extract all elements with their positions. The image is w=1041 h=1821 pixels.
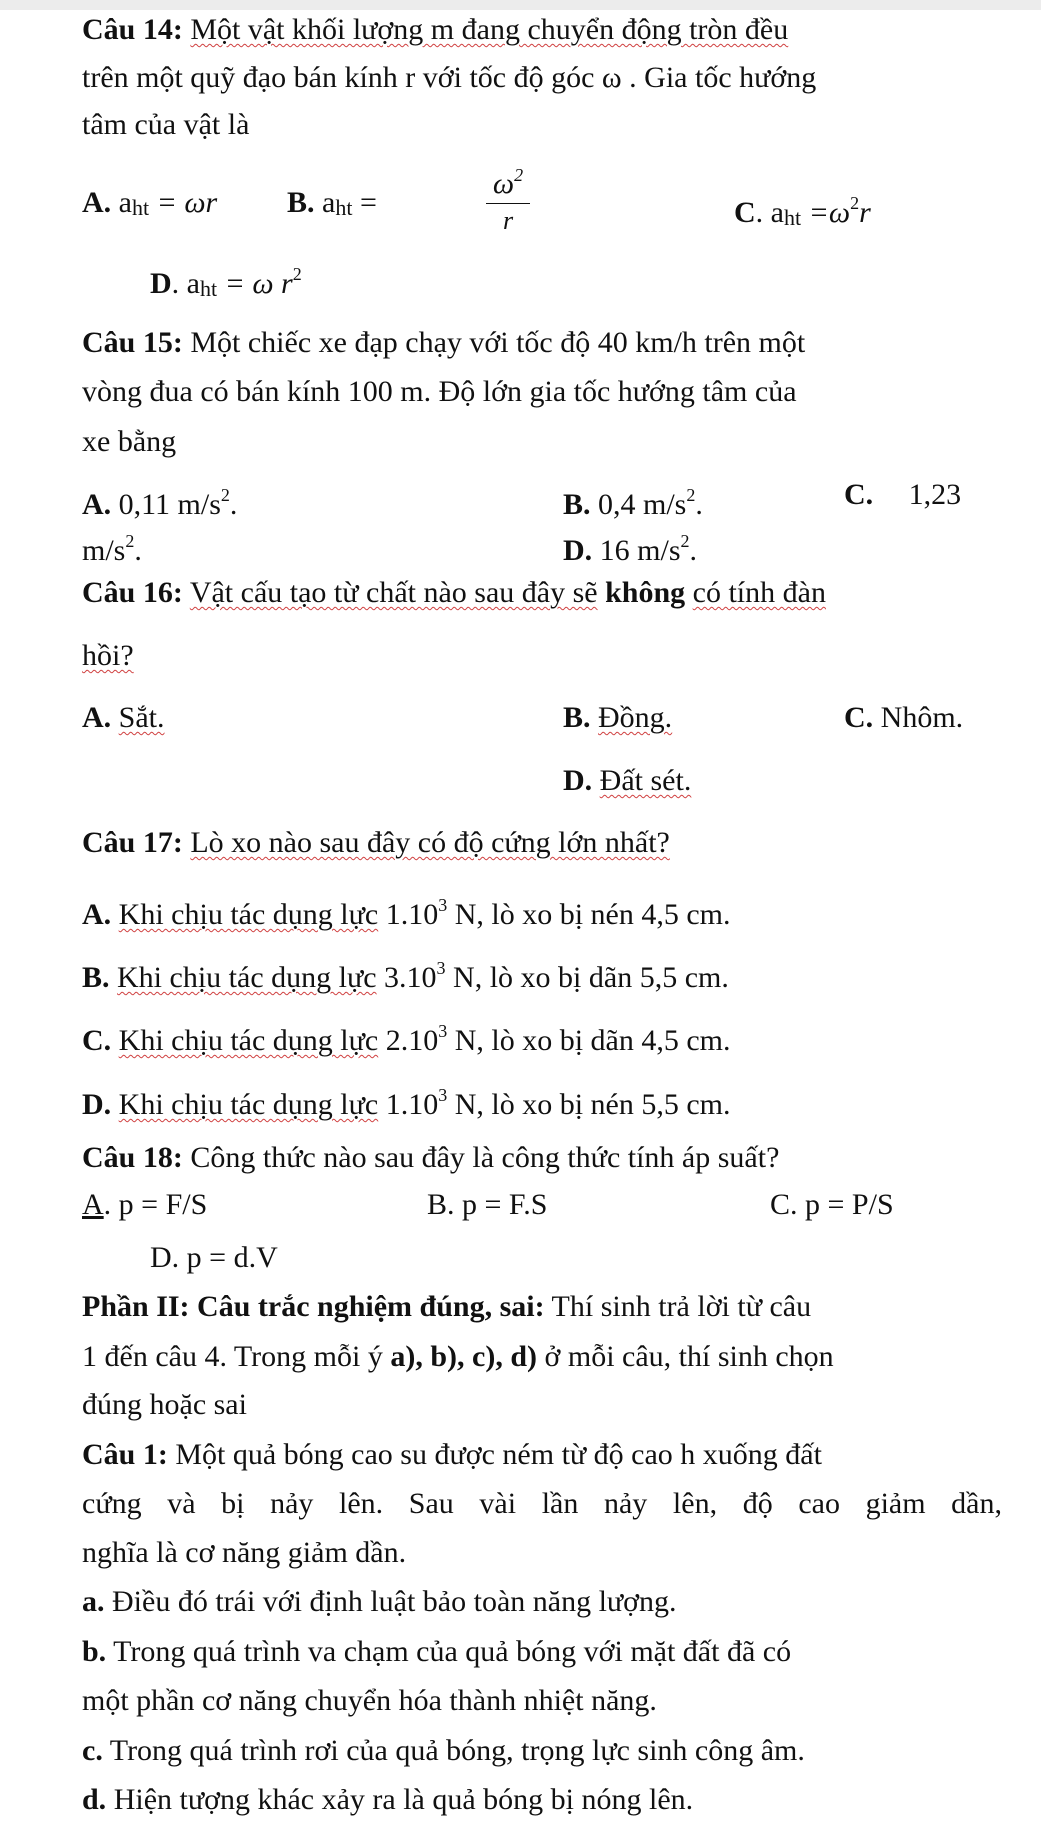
q15-option-a [82, 475, 237, 525]
q14-option-d-sub: ht [200, 276, 218, 301]
q15-option-d-value: 16 m/s [599, 534, 681, 567]
q15-option-c [844, 475, 961, 515]
q18-option-d [150, 1238, 278, 1278]
q1-statement-d-key: d. [82, 1783, 107, 1816]
q18-option-a-text: . p = F/S [103, 1188, 208, 1221]
q14-option-d-key: D [150, 267, 172, 300]
q1-statement-b-continued: một phần cơ năng chuyển hóa thành nhiệt năng. [82, 1684, 657, 1717]
part2-label: Phần II: Câu trắc nghiệm đúng, sai: [82, 1290, 545, 1323]
q14-line-1 [82, 12, 788, 48]
q14-label: Câu 14: [82, 13, 183, 46]
q17-option-b-pre: Khi chịu tác dụng lực [117, 961, 377, 994]
part2-text-2b: ở mỗi câu, thí sinh chọn [544, 1340, 834, 1373]
q18-option-b [427, 1185, 547, 1225]
q16-option-c [844, 698, 963, 738]
q14-option-c-key: C [734, 196, 756, 229]
q15-option-c-key: C. [844, 478, 874, 511]
q18-line-1 [82, 1140, 779, 1176]
q17-option-b-exp: 3 [436, 958, 446, 978]
q15-option-d [563, 521, 697, 571]
q17-option-a [82, 885, 731, 935]
q18-label: Câu 18: [82, 1141, 183, 1174]
q17-option-a-exp: 3 [438, 895, 448, 915]
q14-option-b-fraction [486, 158, 530, 236]
q15-option-b [563, 475, 703, 525]
q14-option-b-sub: ht [335, 195, 353, 220]
q14-option-b: B. aht = [287, 186, 377, 220]
q17-option-d-post: N, lò xo bị nén 5,5 cm. [447, 1088, 731, 1121]
q17-option-a-pre: Khi chịu tác dụng lực [118, 898, 379, 931]
q1-statement-a-key: a. [82, 1585, 105, 1618]
q16-line-1 [82, 575, 826, 611]
fraction-bar [486, 203, 530, 204]
q1-label: Câu 1: [82, 1438, 168, 1471]
q15-option-d-sup: 2 [680, 531, 690, 551]
q14-option-d-lhs: a [186, 267, 200, 300]
q14-option-a-sub: ht [132, 195, 150, 220]
q16-option-a-text: Sắt. [118, 701, 165, 734]
q17-option-c-post: N, lò xo bị dãn 4,5 cm. [447, 1024, 731, 1057]
q17-option-c [82, 1011, 731, 1061]
q17-option-d-key: D. [82, 1088, 112, 1121]
q15-option-a-sup: 2 [220, 485, 230, 505]
q15-option-c-sup: 2 [125, 531, 135, 551]
part2-text-2: 1 đến câu 4. Trong mỗi ý [82, 1340, 383, 1373]
q17-option-b [82, 948, 729, 998]
q17-option-c-force: 2.10 [385, 1024, 439, 1057]
q1-statement-c [82, 1733, 805, 1769]
q14-option-c: C. aht $=\omega^2r$ [734, 193, 871, 230]
q14-option-d-sup: 2 [292, 264, 302, 284]
q15-option-c-unit: m/s [82, 534, 126, 567]
q16-option-a [82, 698, 165, 738]
q18-option-a-key: A [82, 1188, 104, 1221]
q1-statement-c-text: Trong quá trình rơi của quả bóng, trọng lực sinh công âm. [109, 1734, 805, 1767]
q18-option-c-key: C. [770, 1188, 798, 1221]
q16-option-d-key: D. [563, 764, 593, 797]
q17-option-a-key: A. [82, 898, 112, 931]
q15-line-1 [82, 325, 805, 361]
q18-option-a [82, 1185, 207, 1225]
q16-option-b [563, 698, 672, 738]
q14-option-c-sub: ht [784, 205, 802, 230]
q14-line-2: trên một quỹ đạo bán kính r với tốc độ góc ω . Gia tốc hướng [82, 61, 817, 94]
part2-line-1 [82, 1289, 811, 1325]
q1-text-1: Một quả bóng cao su được ném từ độ cao h xuống đất [175, 1438, 822, 1471]
q15-line-3: xe bằng [82, 425, 177, 458]
q1-statement-a-text: Điều đó trái với định luật bảo toàn năng lượng. [112, 1585, 677, 1618]
q15-option-d-end: . [689, 534, 698, 567]
part2-line-2 [82, 1339, 834, 1375]
q1-statement-c-key: c. [82, 1734, 103, 1767]
q17-option-a-force: 1.10 [385, 898, 439, 931]
q1-line-1 [82, 1437, 822, 1473]
q15-option-b-end: . [695, 488, 703, 521]
q14-option-b-key: B [287, 186, 308, 219]
q15-text-1: Một chiếc xe đạp chạy với tốc độ 40 km/h trên một [190, 326, 806, 359]
q14-option-c-sup: 2 [850, 193, 860, 213]
q16-option-b-key: B. [563, 701, 591, 734]
q14-option-b-num-sup: 2 [514, 165, 524, 185]
q17-option-a-post: N, lò xo bị nén 4,5 cm. [447, 898, 731, 931]
q1-statement-b-text-1: Trong quá trình va chạm của quả bóng với mặt đất đã có [113, 1635, 792, 1668]
q16-text-emphasis: không [605, 576, 686, 609]
q17-option-d-pre: Khi chịu tác dụng lực [118, 1088, 379, 1121]
q15-option-b-sup: 2 [686, 485, 696, 505]
q18-option-b-text: p = F.S [462, 1188, 548, 1221]
q14-option-a-key: A [82, 186, 104, 219]
q16-line-2 [82, 638, 134, 674]
q17-option-d [82, 1075, 731, 1125]
q17-option-c-key: C. [82, 1024, 112, 1057]
q18-option-b-key: B. [427, 1188, 455, 1221]
q15-option-c-value: 1,23 [908, 478, 962, 511]
q17-option-b-key: B. [82, 961, 110, 994]
q18-text-1: Công thức nào sau đây là công thức tính áp suất? [190, 1141, 780, 1174]
q14-line-3: tâm của vật là [82, 108, 250, 141]
q16-option-d-text: Đất sét. [599, 764, 692, 797]
q14-option-b-den: r [502, 206, 514, 235]
q14-option-c-rhs: =ω [808, 196, 851, 229]
q15-option-c-end: . [134, 534, 142, 567]
q14-option-b-num: ω [492, 167, 515, 200]
q17-label: Câu 17: [82, 826, 183, 859]
q17-option-b-post: N, lò xo bị dãn 5,5 cm. [445, 961, 729, 994]
q16-label: Câu 16: [82, 576, 183, 609]
q15-option-a-key: A. [82, 488, 112, 521]
q14-option-c-lhs: a [770, 196, 784, 229]
q14-option-a-lhs: a [118, 186, 132, 219]
q16-option-b-text: Đồng. [598, 701, 673, 734]
q15-option-b-key: B. [563, 488, 591, 521]
q16-option-a-key: A. [82, 701, 112, 734]
q17-option-d-force: 1.10 [385, 1088, 439, 1121]
q15-option-d-key: D. [563, 534, 593, 567]
part2-line-3: đúng hoặc sai [82, 1388, 247, 1421]
q17-option-b-force: 3.10 [384, 961, 437, 994]
q17-option-c-pre: Khi chịu tác dụng lực [118, 1024, 379, 1057]
q15-option-c-continued [82, 521, 142, 571]
q1-statement-b [82, 1634, 791, 1670]
q15-line-2: vòng đua có bán kính 100 m. Độ lớn gia tốc hướng tâm của [82, 375, 797, 408]
q14-option-d: D. aht = ω $r^2$ [150, 264, 302, 301]
q17-line-1 [82, 825, 670, 861]
q18-option-d-key: D. [150, 1241, 180, 1274]
q15-option-a-value: 0,11 m/s [118, 488, 221, 521]
q16-text-1c: có tính đàn [692, 576, 826, 609]
q1-statement-a [82, 1584, 677, 1620]
q1-statement-d [82, 1782, 693, 1818]
q1-statement-b-key: b. [82, 1635, 107, 1668]
part2-options: a), b), c), d) [390, 1340, 537, 1373]
q15-option-b-value: 0,4 m/s [598, 488, 687, 521]
q1-line-3: nghĩa là cơ năng giảm dần. [82, 1536, 407, 1569]
q14-option-a-rhs: = ωr [156, 186, 218, 219]
q16-option-c-key: C. [844, 701, 874, 734]
q17-option-d-exp: 3 [438, 1085, 448, 1105]
top-edge [0, 0, 1041, 10]
q16-option-d [563, 761, 691, 801]
part2-text-1: Thí sinh trả lời từ câu [551, 1290, 812, 1323]
q1-line-2: cứng và bị nảy lên. Sau vài lần nảy lên, độ cao giảm dần, [82, 1487, 1002, 1520]
q14-option-d-rhs: = ω r [224, 267, 293, 300]
q18-option-c-text: p = P/S [805, 1188, 894, 1221]
q16-text-1a: Vật cấu tạo từ chất nào sau đây sẽ [189, 576, 598, 609]
q15-label: Câu 15: [82, 326, 183, 359]
q14-option-c-tail: r [859, 196, 871, 229]
q18-option-c [770, 1185, 894, 1225]
q14-text-1: Một vật khối lượng m đang chuyển động tròn đều [190, 13, 789, 46]
q16-text-2: hồi? [82, 639, 134, 672]
q16-option-c-text: Nhôm. [880, 701, 964, 734]
q15-option-a-end: . [229, 488, 238, 521]
q14-option-b-lhs: a [322, 186, 336, 219]
q14-option-a: A. aht = ωr [82, 186, 218, 220]
q17-text-1: Lò xo nào sau đây có độ cứng lớn nhất? [190, 826, 670, 859]
q1-statement-d-text: Hiện tượng khác xảy ra là quả bóng bị nóng lên. [113, 1783, 694, 1816]
q14-option-b-eq: = [359, 186, 377, 219]
q18-option-d-text: p = d.V [186, 1241, 278, 1274]
q17-option-c-exp: 3 [438, 1021, 448, 1041]
